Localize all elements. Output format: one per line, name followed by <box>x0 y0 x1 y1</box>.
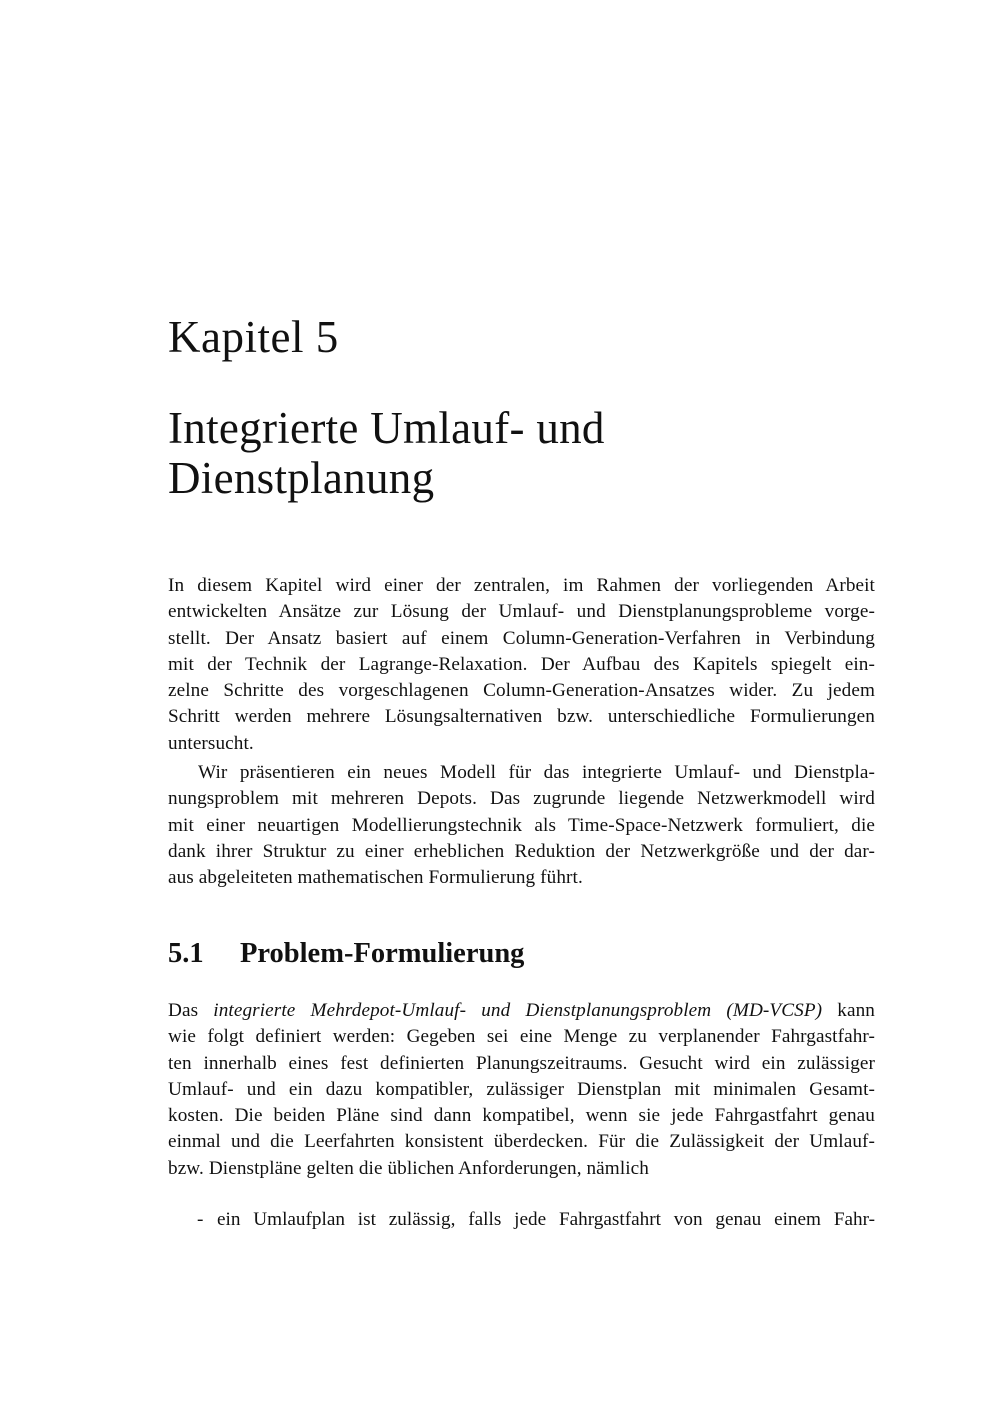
intro-paragraph-1 <box>168 573 875 757</box>
section-title: Problem-Formulierung <box>240 938 525 969</box>
list-item <box>197 1207 875 1233</box>
text-line: Schritt werden mehrere Lösungsalternativen bzw. unterschiedliche Formulierungen <box>168 706 875 728</box>
chapter-label: Kapitel 5 <box>168 312 339 362</box>
section-heading <box>168 935 524 973</box>
chapter-title-line: Dienstplanung <box>168 453 435 503</box>
section-paragraph <box>168 998 875 1182</box>
list-item-text: ein Umlaufplan ist zulässig, falls jede Fahrgastfahrt von genau einem Fahr- <box>217 1209 875 1230</box>
text-line: einmal und die Leerfahrten konsistent überdecken. Für die Zulässigkeit der Umlauf- <box>168 1131 875 1153</box>
text-line: mit einer neuartigen Modellierungstechnik als Time-Space-Netzwerk formuliert, die <box>168 814 875 836</box>
list-marker: - <box>197 1209 204 1230</box>
text-tail: kann <box>822 1000 875 1021</box>
text-line: bzw. Dienstpläne gelten die üblichen Anforderungen, nämlich <box>168 1157 649 1179</box>
text-line: dank ihrer Struktur zu einer erheblichen Reduktion der Netzwerkgröße und der dar- <box>168 840 875 862</box>
intro-paragraph-2 <box>168 760 875 891</box>
text-line: nungsproblem mit mehreren Depots. Das zugrunde liegende Netzwerkmodell wird <box>168 788 875 810</box>
text-line: untersucht. <box>168 732 254 754</box>
text-line: kosten. Die beiden Pläne sind dann kompatibel, wenn sie jede Fahrgastfahrt genau <box>168 1105 875 1127</box>
text-line: wie folgt definiert werden: Gegeben sei eine Menge zu verplanender Fahrgastfahr- <box>168 1026 875 1048</box>
term-emphasis: integrierte Mehrdepot-Umlauf- und Dienstplanungsproblem (MD-VCSP) <box>213 1000 823 1021</box>
chapter-title <box>168 403 605 503</box>
section-number: 5.1 <box>168 938 204 969</box>
chapter-title-line: Integrierte Umlauf- und <box>168 403 605 453</box>
text-line: zelne Schritte des vorgeschlagenen Column-Generation-Ansatzes wider. Zu jedem <box>168 680 875 702</box>
text-line: entwickelten Ansätze zur Lösung der Umlauf- und Dienstplanungsprobleme vorge- <box>168 601 875 623</box>
text-line: mit der Technik der Lagrange-Relaxation. Der Aufbau des Kapitels spiegelt ein- <box>168 653 875 675</box>
text-lead: Das <box>168 1000 214 1021</box>
text-line: aus abgeleiteten mathematischen Formulierung führt. <box>168 867 583 889</box>
text-line: ten innerhalb eines fest definierten Planungszeitraums. Gesucht wird ein zulässiger <box>168 1052 875 1074</box>
text-line <box>168 998 875 1024</box>
text-line: Wir präsentieren ein neues Modell für das integrierte Umlauf- und Dienstpla- <box>198 762 875 783</box>
text-line: In diesem Kapitel wird einer der zentralen, im Rahmen der vorliegenden Arbeit <box>168 575 875 596</box>
text-line: stellt. Der Ansatz basiert auf einem Column-Generation-Verfahren in Verbindung <box>168 627 875 649</box>
text-line: Umlauf- und ein dazu kompatibler, zulässiger Dienstplan mit minimalen Gesamt- <box>168 1078 875 1100</box>
